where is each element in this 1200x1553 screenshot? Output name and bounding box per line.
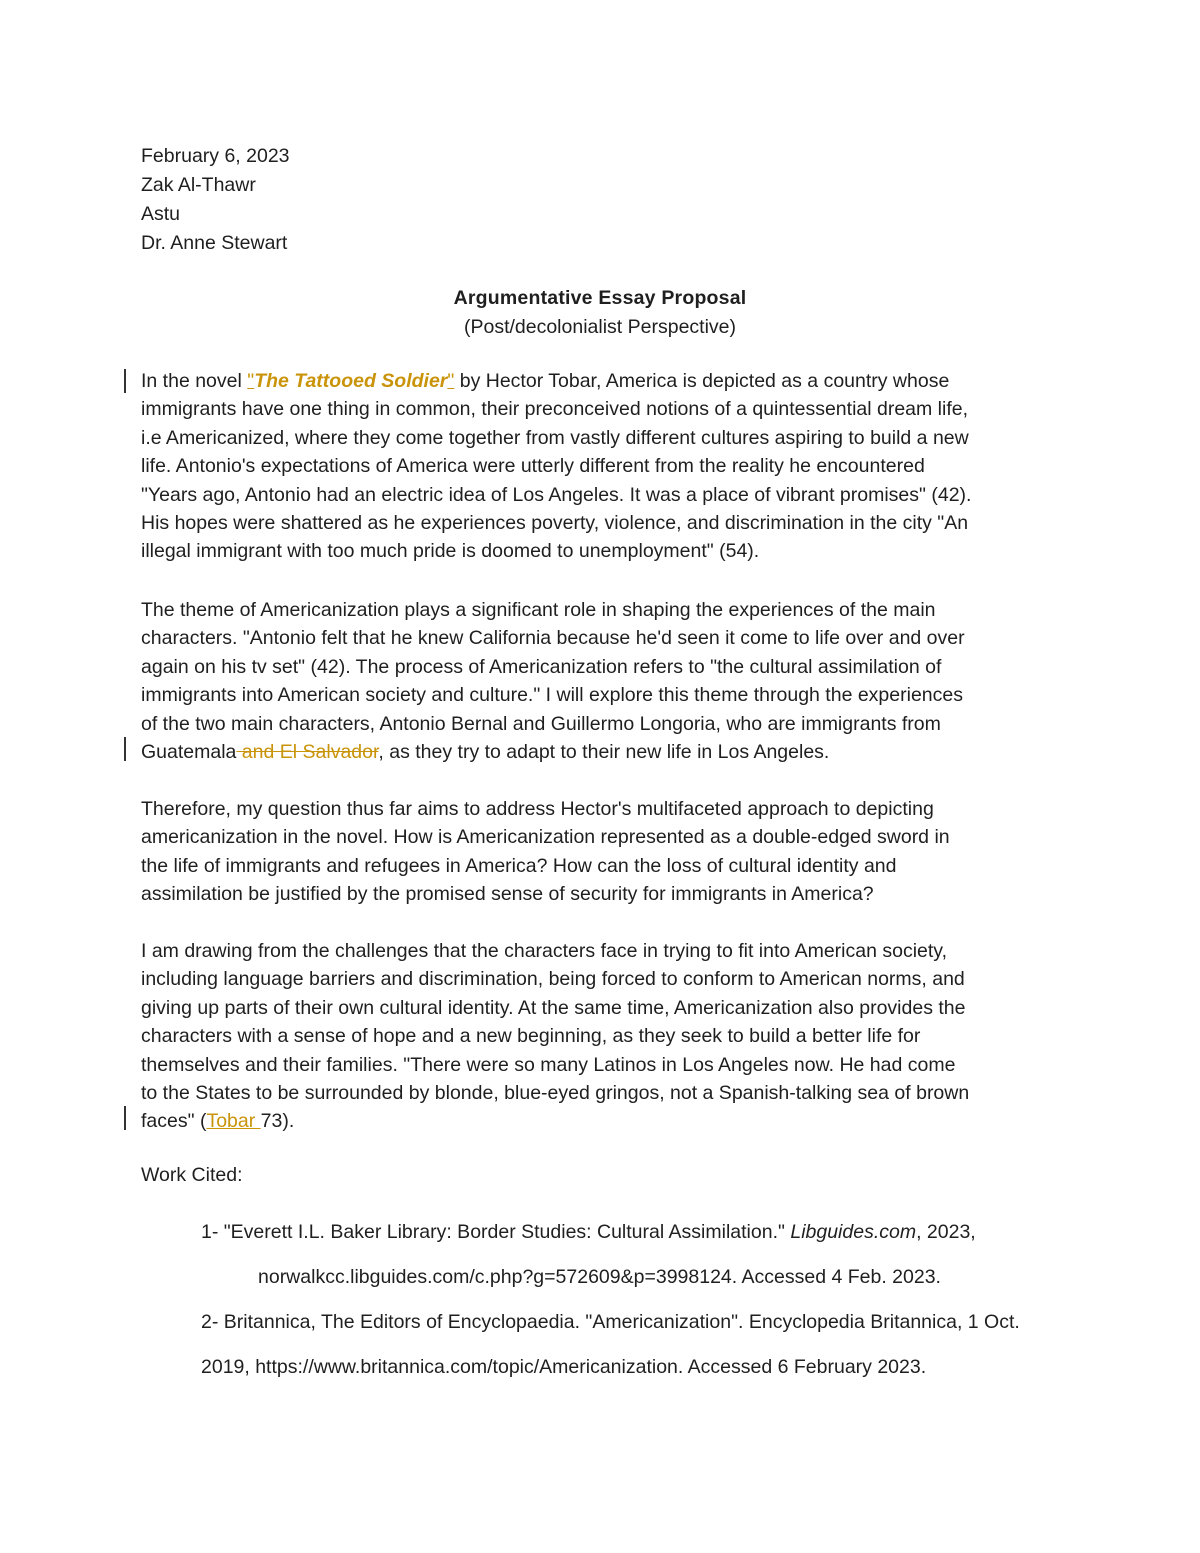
text-line: illegal immigrant with too much pride is doomed to unemployment" (54). — [141, 540, 760, 563]
works-cited-label: Work Cited: — [141, 1164, 243, 1186]
title-block — [0, 284, 1200, 342]
change-bar-marker[interactable] — [124, 1106, 126, 1130]
text-line: characters with a sense of hope and a new beginning, as they seek to build a better life for — [141, 1025, 921, 1048]
text-line: Therefore, my question thus far aims to address Hector's multifaceted approach to depicting — [141, 798, 934, 820]
citation-1-continued: norwalkcc.libguides.com/c.php?g=572609&p=3998124. Accessed 4 Feb. 2023. — [258, 1266, 941, 1288]
header-block — [141, 142, 290, 258]
essay-title: Argumentative Essay Proposal — [453, 287, 747, 309]
text-line: immigrants have one thing in common, their preconceived notions of a quintessential dream life, — [141, 398, 969, 421]
text-line: of the two main characters, Antonio Bernal and Guillermo Longoria, who are immigrants from — [141, 712, 941, 735]
text-line: faces" (Tobar 73). — [141, 1110, 295, 1133]
text-line: immigrants into American society and culture." I will explore this theme through the experiences — [141, 684, 963, 707]
text-line: americanization in the novel. How is Americanization represented as a double-edged sword in — [141, 826, 950, 849]
text-line: again on his tv set" (42). The process of Americanization refers to "the cultural assimilation of — [141, 655, 942, 678]
paragraph-1 — [141, 367, 1071, 566]
text-line: characters. "Antonio felt that he knew California because he'd seen it come to life over and over — [141, 627, 965, 650]
text-line: I am drawing from the challenges that the characters face in trying to fit into American society, — [141, 940, 948, 962]
text-line: the life of immigrants and refugees in America? How can the loss of cultural identity and — [141, 854, 897, 877]
text-line: including language barriers and discrimination, being forced to conform to American norms, and — [141, 968, 965, 991]
text-line: His hopes were shattered as he experiences poverty, violence, and discrimination in the city "An — [141, 512, 969, 535]
course: Astu — [141, 203, 181, 225]
text-line: themselves and their families. "There were so many Latinos in Los Angeles now. He had come — [141, 1053, 956, 1076]
citation-1: 1- "Everett I.L. Baker Library: Border Studies: Cultural Assimilation." Libguides.com, 2023, — [201, 1221, 976, 1243]
text-line: giving up parts of their own cultural identity. At the same time, Americanization also provides the — [141, 996, 966, 1019]
suggested-deletion[interactable]: and El Salvador — [236, 741, 379, 764]
change-bar-marker[interactable] — [124, 369, 126, 393]
text-line: "Years ago, Antonio had an electric idea of Los Angeles. It was a place of vibrant promises" (42). — [141, 483, 972, 506]
date: February 6, 2023 — [141, 145, 290, 167]
citation-2-continued: 2019, https://www.britannica.com/topic/Americanization. Accessed 6 February 2023. — [201, 1356, 927, 1378]
paragraph-3 — [141, 795, 1071, 909]
text-line: to the States to be surrounded by blonde, blue-eyed gringos, not a Spanish-talking sea of brown — [141, 1082, 970, 1105]
text-line: assimilation be justified by the promised sense of security for immigrants in America? — [141, 883, 874, 906]
citation-link[interactable]: Tobar — [206, 1110, 261, 1133]
author: Zak Al-Thawr — [141, 174, 256, 196]
citation-2: 2- Britannica, The Editors of Encyclopaedia. "Americanization". Encyclopedia Britannica, 1 Oct. — [201, 1311, 1020, 1333]
change-bar-marker[interactable] — [124, 737, 126, 761]
text-line: life. Antonio's expectations of America were utterly different from the reality he encountered — [141, 455, 925, 478]
suggested-insertion[interactable]: " — [447, 370, 455, 392]
paragraph-4 — [141, 937, 1071, 1136]
text-line: In the novel "The Tattooed Soldier" by Hector Tobar, America is depicted as a country whose — [141, 370, 950, 392]
suggested-insertion[interactable]: " — [247, 370, 255, 392]
text-line: i.e Americanized, where they come together from vastly different cultures aspiring to build a new — [141, 426, 969, 449]
book-title: The Tattooed Soldier — [254, 370, 448, 392]
text-line: Guatemala and El Salvador, as they try to adapt to their new life in Los Angeles. — [141, 741, 830, 764]
paragraph-2 — [141, 596, 1071, 766]
instructor: Dr. Anne Stewart — [141, 232, 288, 254]
text-line: The theme of Americanization plays a significant role in shaping the experiences of the main — [141, 599, 936, 621]
essay-subtitle: (Post/decolonialist Perspective) — [463, 316, 737, 338]
